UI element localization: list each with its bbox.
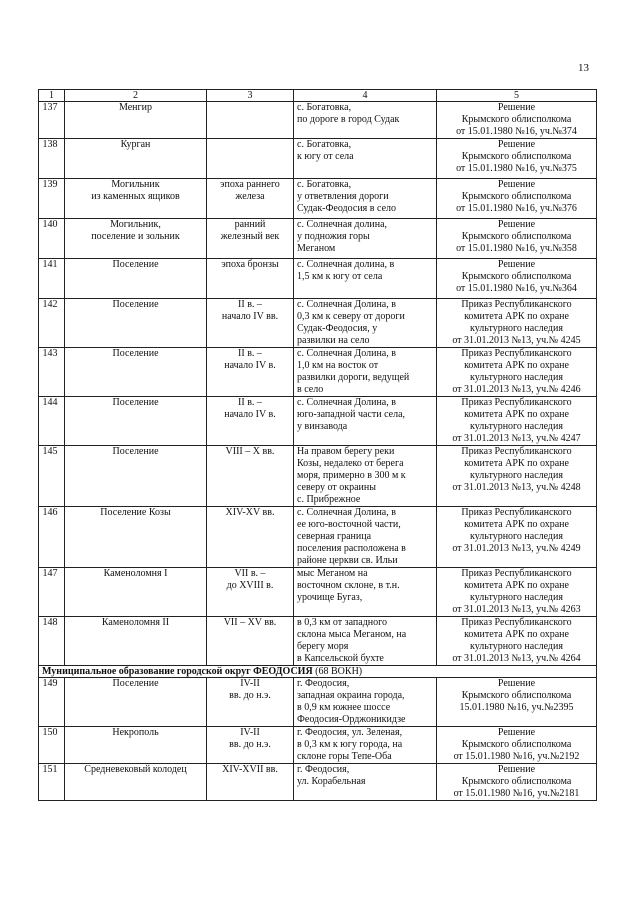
table-row: [39, 678, 597, 727]
table-row: [39, 727, 597, 764]
table-row: [39, 507, 597, 568]
legal-document: Приказ Республиканского комитета АРК по охране культурного наследия от 31.01.2013 №13, уч.№ 4248: [437, 446, 597, 507]
table-row: [39, 139, 597, 179]
site-date: [207, 139, 294, 179]
table-row: [39, 299, 597, 348]
row-number: 144: [39, 397, 65, 446]
table-row: [39, 617, 597, 666]
site-location: мыс Меганом на восточном склоне, в т.н. урочище Бугаз,: [294, 568, 437, 617]
site-location: с. Богатовка, по дороге в город Судак: [294, 102, 437, 139]
site-name: Поселение: [65, 678, 207, 727]
legal-document: Приказ Республиканского комитета АРК по охране культурного наследия от 31.01.2013 №13, уч.№ 4246: [437, 348, 597, 397]
column-number-row: [39, 90, 597, 102]
legal-document: Приказ Республиканского комитета АРК по охране культурного наследия от 31.01.2013 №13, уч.№ 4263: [437, 568, 597, 617]
site-name: Могильник, поселение и зольник: [65, 219, 207, 259]
site-name: Поселение: [65, 397, 207, 446]
site-date: II в. – начало IV в.: [207, 348, 294, 397]
site-date: VII – XV вв.: [207, 617, 294, 666]
site-location: с. Солнечная долина, в 1,5 км к югу от села: [294, 259, 437, 299]
site-name: Поселение: [65, 299, 207, 348]
site-location: с. Богатовка, у ответвления дороги Судак-Феодосия в село: [294, 179, 437, 219]
site-name: Некрополь: [65, 727, 207, 764]
row-number: 151: [39, 764, 65, 801]
row-number: 147: [39, 568, 65, 617]
site-name: Поселение: [65, 259, 207, 299]
site-name: Поселение Козы: [65, 507, 207, 568]
page-number: 13: [578, 62, 589, 74]
column-header-4: 4: [294, 90, 437, 102]
site-name: Каменоломня I: [65, 568, 207, 617]
section-row: [39, 666, 597, 678]
table-row: [39, 397, 597, 446]
legal-document: Решение Крымского облисполкома от 15.01.1980 №16, уч.№358: [437, 219, 597, 259]
row-number: 148: [39, 617, 65, 666]
table-row: [39, 568, 597, 617]
legal-document: Приказ Республиканского комитета АРК по охране культурного наследия от 31.01.2013 №13, уч.№ 4249: [437, 507, 597, 568]
site-name: Каменоломня II: [65, 617, 207, 666]
site-date: VIII – X вв.: [207, 446, 294, 507]
row-number: 140: [39, 219, 65, 259]
row-number: 143: [39, 348, 65, 397]
legal-document: Решение Крымского облисполкома от 15.01.1980 №16, уч.№374: [437, 102, 597, 139]
column-header-3: 3: [207, 90, 294, 102]
site-date: ранний железный век: [207, 219, 294, 259]
row-number: 141: [39, 259, 65, 299]
legal-document: Решение Крымского облисполкома от 15.01.1980 №16, уч.№2181: [437, 764, 597, 801]
site-date: II в. – начало IV в.: [207, 397, 294, 446]
site-location: На правом берегу реки Козы, недалеко от берега моря, примерно в 300 м к северу от окраины с. Прибрежное: [294, 446, 437, 507]
site-name: Поселение: [65, 348, 207, 397]
site-location: в 0,3 км от западного склона мыса Меганом, на берегу моря в Капсельской бухте: [294, 617, 437, 666]
site-date: [207, 102, 294, 139]
site-date: IV-II вв. до н.э.: [207, 727, 294, 764]
site-location: г. Феодосия, западная окраина города, в 0,9 км южнее шоссе Феодосия-Орджоникидзе: [294, 678, 437, 727]
site-location: г. Феодосия, ул. Корабельная: [294, 764, 437, 801]
legal-document: Решение Крымского облисполкома от 15.01.1980 №16, уч.№2192: [437, 727, 597, 764]
legal-document: Решение Крымского облисполкома от 15.01.1980 №16, уч.№364: [437, 259, 597, 299]
table-row: [39, 348, 597, 397]
row-number: 139: [39, 179, 65, 219]
site-date: эпоха бронзы: [207, 259, 294, 299]
site-date: эпоха раннего железа: [207, 179, 294, 219]
column-header-1: 1: [39, 90, 65, 102]
row-number: 142: [39, 299, 65, 348]
site-date: XIV-XVII вв.: [207, 764, 294, 801]
site-date: II в. – начало IV вв.: [207, 299, 294, 348]
site-name: Средневековый колодец: [65, 764, 207, 801]
section-heading: [39, 666, 597, 678]
legal-document: Решение Крымского облисполкома 15.01.1980 №16, уч.№2395: [437, 678, 597, 727]
section-count: (68 ВОКН): [312, 666, 363, 677]
heritage-registry-table: [38, 89, 597, 801]
site-location: г. Феодосия, ул. Зеленая, в 0,3 км к югу города, на склоне горы Тепе-Оба: [294, 727, 437, 764]
legal-document: Решение Крымского облисполкома от 15.01.1980 №16, уч.№376: [437, 179, 597, 219]
row-number: 150: [39, 727, 65, 764]
site-date: VII в. – до XVIII в.: [207, 568, 294, 617]
table-row: [39, 764, 597, 801]
section-label: Муниципальное образование городской округ ФЕОДОСИЯ: [42, 666, 313, 677]
site-location: с. Солнечная долина, у подножия горы Меганом: [294, 219, 437, 259]
site-name: Поселение: [65, 446, 207, 507]
table-row: [39, 102, 597, 139]
site-location: с. Солнечная Долина, в юго-западной части села, у винзавода: [294, 397, 437, 446]
table-row: [39, 219, 597, 259]
row-number: 146: [39, 507, 65, 568]
site-name: Менгир: [65, 102, 207, 139]
row-number: 145: [39, 446, 65, 507]
table-row: [39, 259, 597, 299]
site-name: Курган: [65, 139, 207, 179]
table-row: [39, 446, 597, 507]
site-name: Могильник из каменных ящиков: [65, 179, 207, 219]
site-location: с. Солнечная Долина, в 0,3 км к северу от дороги Судак-Феодосия, у развилки на село: [294, 299, 437, 348]
legal-document: Приказ Республиканского комитета АРК по охране культурного наследия от 31.01.2013 №13, уч.№ 4247: [437, 397, 597, 446]
column-header-2: 2: [65, 90, 207, 102]
site-location: с. Солнечная Долина, в ее юго-восточной части, северная граница поселения расположена в районе церкви св. Ильи: [294, 507, 437, 568]
row-number: 137: [39, 102, 65, 139]
site-date: IV-II вв. до н.э.: [207, 678, 294, 727]
site-location: с. Богатовка, к югу от села: [294, 139, 437, 179]
row-number: 149: [39, 678, 65, 727]
site-location: с. Солнечная Долина, в 1,0 км на восток от развилки дороги, ведущей в село: [294, 348, 437, 397]
legal-document: Приказ Республиканского комитета АРК по охране культурного наследия от 31.01.2013 №13, уч.№ 4264: [437, 617, 597, 666]
legal-document: Решение Крымского облисполкома от 15.01.1980 №16, уч.№375: [437, 139, 597, 179]
column-header-5: 5: [437, 90, 597, 102]
site-date: XIV-XV вв.: [207, 507, 294, 568]
legal-document: Приказ Республиканского комитета АРК по охране культурного наследия от 31.01.2013 №13, уч.№ 4245: [437, 299, 597, 348]
table-row: [39, 179, 597, 219]
row-number: 138: [39, 139, 65, 179]
